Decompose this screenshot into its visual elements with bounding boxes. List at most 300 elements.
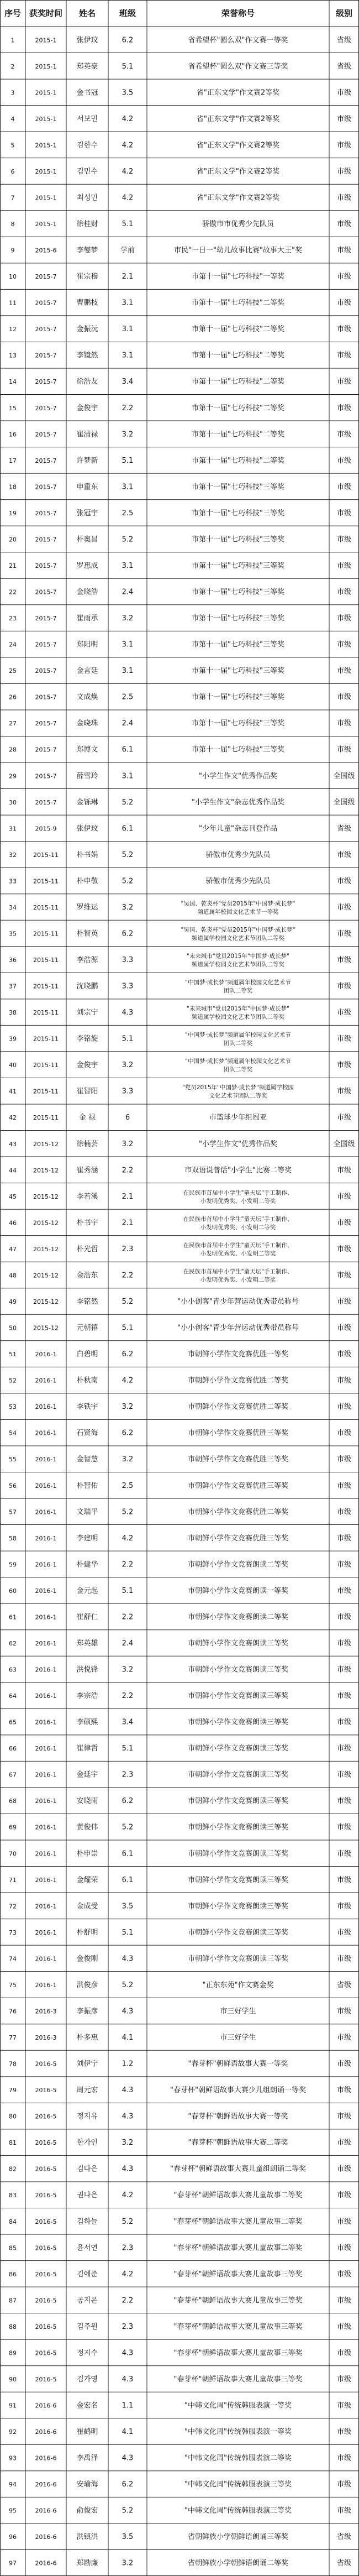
cell-honor: 市第十一届"七巧科技"二等奖	[192, 351, 284, 360]
cell-name: 崔秀涵	[76, 1166, 98, 1175]
cell-level: 市级	[336, 2191, 352, 2200]
cell-name: 崔宗穆	[76, 273, 98, 281]
cell-class: 3.1	[122, 667, 134, 676]
cell-name: 俞俊宏	[76, 2506, 98, 2515]
cell-date: 2016-5	[35, 2192, 57, 2199]
cell-level: 市级	[336, 2165, 352, 2173]
cell-date: 2016-1	[35, 1798, 57, 1805]
cell-honor: 省"正东文学"作文赛2等奖	[196, 88, 280, 97]
cell-index: 10	[9, 273, 17, 281]
cell-honor: "春芽杯"朝鲜语故事大赛儿童故事三等奖	[173, 2296, 303, 2305]
cell-date: 2015-11	[33, 1114, 59, 1122]
cell-level: 市级	[336, 2296, 352, 2305]
cell-level: 市级	[336, 1219, 352, 1227]
cell-honor: "小学生作文"优秀作品奖	[199, 772, 277, 781]
cell-name: 金振沅	[76, 325, 98, 334]
cell-class: 3.2	[122, 430, 134, 439]
cell-level: 市级	[336, 1744, 352, 1753]
cell-level: 市级	[336, 167, 352, 176]
cell-class: 3.2	[122, 1665, 134, 1674]
cell-class: 3.5	[122, 1902, 134, 1911]
cell-index: 52	[9, 1377, 17, 1384]
cell-index: 94	[9, 2481, 17, 2489]
cell-honor: "春芽杯"朝鲜语故事大赛少儿组朗诵一等奖	[170, 2086, 306, 2095]
cell-name: 李宗浩	[76, 1692, 98, 1701]
cell-index: 34	[9, 903, 17, 911]
cell-level: 市级	[336, 850, 352, 859]
cell-honor: "中韩文化周"传统韩服表演一等奖	[184, 2428, 292, 2437]
cell-name: 金晓珠	[76, 719, 98, 728]
cell-class: 3.2	[122, 1455, 134, 1464]
cell-date: 2016-1	[35, 1955, 57, 1963]
cell-date: 2015-7	[35, 588, 57, 596]
cell-class: 6.2	[122, 1429, 134, 1438]
cell-class: 2.2	[122, 404, 134, 412]
cell-level: 市级	[336, 2034, 352, 2042]
cell-index: 66	[9, 1745, 17, 1753]
cell-date: 2015-11	[33, 957, 59, 964]
cell-honor: 文化艺术节团队二等奖	[209, 1093, 267, 1100]
cell-name: 崔鹤明	[76, 2428, 98, 2437]
cell-class: 2.4	[122, 1639, 134, 1648]
cell-name: 曹鹏枝	[76, 299, 98, 307]
cell-date: 2015-1	[35, 194, 57, 202]
cell-date: 2015-7	[35, 798, 57, 806]
cell-level: 市级	[336, 877, 352, 886]
cell-class: 3.1	[122, 561, 134, 570]
cell-date: 2016-1	[35, 1745, 57, 1753]
cell-level: 市级	[336, 351, 352, 360]
cell-class: 3.3	[122, 956, 134, 965]
cell-level: 市级	[336, 2454, 352, 2463]
cell-date: 2016-1	[35, 1508, 57, 1516]
cell-date: 2015-12	[33, 1167, 59, 1174]
cell-date: 2015-7	[35, 746, 57, 754]
cell-date: 2016-5	[35, 2087, 57, 2094]
cell-date: 2015-11	[33, 1035, 59, 1043]
cell-level: 市级	[336, 588, 352, 597]
cell-name: 郑阳明	[76, 640, 98, 649]
cell-level: 市级	[336, 246, 352, 255]
cell-honor: 团队二等奖	[223, 1066, 253, 1073]
cell-index: 18	[9, 483, 17, 491]
cell-level: 省级	[336, 36, 352, 45]
cell-index: 50	[9, 1324, 17, 1332]
cell-honor: 频道属学校园文化艺术节团队二等奖	[192, 961, 284, 968]
cell-index: 88	[9, 2323, 17, 2331]
cell-index: 80	[9, 2113, 17, 2120]
cell-index: 25	[9, 667, 17, 675]
cell-honor: 省朝鲜族小学朝鲜语朗诵三等奖	[187, 2533, 289, 2542]
cell-name: 许梦新	[76, 456, 98, 465]
cell-class: 3.2	[122, 2559, 134, 2568]
cell-class: 5.2	[122, 2506, 134, 2515]
cell-name: 崔智阳	[76, 1087, 98, 1096]
cell-date: 2015-7	[35, 641, 57, 649]
cell-date: 2015-11	[33, 877, 59, 885]
cell-name: 김민수	[77, 167, 98, 176]
cell-index: 17	[9, 457, 17, 464]
cell-level: 市级	[336, 88, 352, 97]
cell-honor: 市第十一届"七巧科技"三等奖	[192, 719, 284, 728]
cell-index: 90	[9, 2375, 17, 2383]
cell-index: 77	[9, 2034, 17, 2042]
cell-name: 周元宏	[76, 2086, 98, 2095]
cell-name: 李镜然	[76, 351, 98, 360]
cell-class: 4.3	[122, 2165, 134, 2173]
cell-index: 30	[9, 798, 17, 806]
cell-class: 3.1	[122, 483, 134, 492]
cell-class: 2.2	[122, 1271, 134, 1280]
cell-level: 市级	[336, 2322, 352, 2331]
cell-class: 5.1	[122, 1324, 134, 1333]
cell-name: 李建明	[76, 1534, 98, 1543]
cell-name: 李铭旋	[76, 1034, 98, 1043]
cell-class: 4.3	[122, 2454, 134, 2463]
cell-honor: 小发明优秀奖、小发明二等奖	[200, 1224, 276, 1231]
cell-date: 2016-5	[35, 2060, 57, 2068]
cell-honor: "中国梦·成长梦"频道属年校园文化艺术节	[185, 979, 291, 986]
cell-class: 6.2	[122, 2480, 134, 2489]
cell-level: 市级	[336, 456, 352, 465]
cell-index: 12	[9, 326, 17, 333]
cell-honor: 市篮球少年组冠亚	[209, 1114, 267, 1122]
cell-level: 市级	[336, 719, 352, 728]
cell-index: 5	[10, 142, 15, 149]
cell-name: 洪俊彦	[76, 1981, 98, 1989]
cell-honor: "吴国、乾炎杯"党员2015年"中国梦·成长梦"	[181, 900, 295, 907]
cell-index: 35	[9, 930, 17, 938]
cell-index: 56	[9, 1482, 17, 1490]
cell-name: 沈晓鹏	[76, 982, 98, 991]
cell-index: 51	[9, 1351, 17, 1358]
cell-honor: 市第十一届"七巧科技"二等奖	[192, 430, 284, 439]
cell-date: 2015-7	[35, 352, 57, 359]
header-name: 姓名	[78, 8, 96, 18]
cell-class: 3.2	[122, 1140, 134, 1148]
cell-index: 60	[9, 1587, 17, 1595]
cell-honor: "春芽杯"朝鲜语故事大赛儿童故事二等奖	[173, 2244, 303, 2253]
cell-date: 2016-6	[35, 2402, 57, 2410]
cell-class: 4.3	[122, 2349, 134, 2358]
cell-honor: 市朝鲜小学作文竞赛朗读二等奖	[187, 1613, 289, 1622]
cell-date: 2016-3	[35, 2034, 57, 2042]
cell-level: 市级	[336, 2217, 352, 2226]
cell-date: 2015-7	[35, 562, 57, 569]
cell-date: 2016-6	[35, 2533, 57, 2541]
cell-date: 2015-7	[35, 378, 57, 386]
cell-name: 安瑜海	[76, 2480, 98, 2489]
cell-level: 省级	[336, 2559, 352, 2568]
cell-honor: 市第十一届"七巧科技"三等奖	[192, 745, 284, 754]
cell-name: 申重东	[76, 483, 98, 492]
cell-name: 朴秋南	[76, 1376, 98, 1385]
cell-index: 22	[9, 588, 17, 596]
cell-class: 4.3	[122, 2086, 134, 2095]
cell-class: 6.2	[122, 36, 134, 45]
cell-date: 2015-1	[35, 142, 57, 149]
cell-index: 32	[9, 851, 17, 859]
cell-level: 市级	[336, 2506, 352, 2515]
header-level: 级别	[335, 8, 353, 18]
cell-level: 市级	[336, 903, 352, 912]
cell-level: 市级	[336, 1245, 352, 1253]
cell-level: 市级	[336, 1955, 352, 1963]
cell-date: 2015-7	[35, 509, 57, 517]
cell-date: 2015-7	[35, 720, 57, 728]
cell-level: 市级	[336, 1034, 352, 1043]
cell-class: 2.1	[122, 1192, 134, 1201]
cell-level: 市级	[336, 745, 352, 754]
cell-date: 2015-1	[35, 221, 57, 228]
cell-honor: 在民族市首届中小学生"童天坛"手工制作、	[183, 1242, 293, 1249]
cell-index: 21	[9, 562, 17, 569]
cell-index: 23	[9, 615, 17, 623]
cell-date: 2015-7	[35, 536, 57, 544]
cell-index: 97	[9, 2559, 17, 2567]
cell-date: 2016-1	[35, 1981, 57, 1989]
cell-honor: 市朝鲜小学作文竞赛优胜三等奖	[187, 1481, 289, 1490]
cell-name: 朴申崇	[76, 1849, 98, 1858]
cell-index: 4	[10, 115, 15, 123]
cell-level: 市级	[336, 378, 352, 386]
cell-honor: 市第十一届"七巧科技"三等奖	[192, 483, 284, 492]
cell-honor: 市第十一届"七巧科技"二等奖	[192, 325, 284, 334]
cell-date: 2016-1	[35, 1850, 57, 1858]
cell-name: 朴申敬	[76, 877, 98, 886]
cell-class: 2.3	[122, 1770, 134, 1779]
cell-name: 권나은	[77, 2191, 98, 2200]
cell-date: 2016-6	[35, 2559, 57, 2567]
cell-name: 张冠宇	[76, 509, 98, 518]
cell-date: 2015-11	[33, 1088, 59, 1095]
cell-class: 3.2	[122, 614, 134, 623]
cell-date: 2015-7	[35, 667, 57, 675]
cell-date: 2016-1	[35, 1613, 57, 1621]
cell-honor: "春芽杯"朝鲜语故事大赛儿童故事三等奖	[173, 2322, 303, 2331]
cell-name: 朴书宇	[76, 1219, 98, 1227]
cell-honor: 骄傲市优秀少先队员	[205, 850, 271, 859]
cell-index: 58	[9, 1534, 17, 1542]
cell-honor: 市双语说普话"小学生"比赛二等奖	[184, 1166, 292, 1175]
cell-date: 2016-1	[35, 1692, 57, 1700]
cell-honor: 市朝鲜小学作文竞赛朗读三等奖	[187, 1718, 289, 1727]
cell-index: 95	[9, 2507, 17, 2515]
cell-index: 37	[9, 983, 17, 990]
cell-class: 3.5	[122, 2533, 134, 2542]
cell-class: 3.1	[122, 351, 134, 360]
cell-index: 39	[9, 1035, 17, 1043]
cell-class: 2.2	[122, 1692, 134, 1701]
cell-name: 金智慧	[76, 1455, 98, 1464]
cell-name: 张伊玟	[76, 824, 98, 833]
cell-honor: 团队二等奖	[223, 987, 253, 995]
cell-class: 2.1	[122, 273, 134, 281]
cell-honor: 市朝鲜小学作文竞赛优胜二等奖	[187, 1376, 289, 1385]
cell-date: 2015-7	[35, 404, 57, 412]
cell-honor: 省"正东文学"作文赛2等奖	[196, 114, 280, 123]
cell-index: 29	[9, 772, 17, 780]
cell-class: 5.2	[122, 877, 134, 886]
cell-index: 3	[10, 89, 15, 97]
cell-level: 市级	[336, 561, 352, 570]
cell-class: 3.4	[122, 378, 134, 386]
cell-name: 安晓雨	[76, 1797, 98, 1806]
cell-name: 金俊刚	[76, 1955, 98, 1963]
cell-date: 2015-1	[35, 62, 57, 70]
cell-class: 2.4	[122, 588, 134, 597]
cell-index: 53	[9, 1403, 17, 1411]
cell-honor: 市朝鲜小学作文竞赛朗读三等奖	[187, 1639, 289, 1648]
cell-honor: 市第十一届"七巧科技"三等奖	[192, 667, 284, 676]
cell-honor: 市三好学生	[220, 2034, 256, 2042]
cell-class: 学前	[120, 246, 135, 255]
cell-name: 李振彦	[76, 2007, 98, 2016]
cell-honor: "中韩文化周"传统韩服表演二等奖	[184, 2454, 292, 2463]
cell-class: 6	[125, 1114, 130, 1122]
cell-class: 5.1	[122, 1034, 134, 1043]
cell-class: 2.1	[122, 1219, 134, 1227]
cell-honor: 省"正东文学"作文赛2等奖	[196, 141, 280, 150]
cell-honor: "春芽杯"朝鲜语故事大赛儿童故事三等奖	[173, 2375, 303, 2384]
cell-class: 5.2	[122, 1823, 134, 1832]
cell-level: 市级	[336, 1166, 352, 1175]
cell-honor: 市朝鲜小学作文竞赛朗读三等奖	[187, 1955, 289, 1963]
cell-date: 2016-3	[35, 2008, 57, 2015]
cell-name: 罗惠成	[76, 561, 98, 570]
cell-name: 金浩东	[76, 1271, 98, 1280]
cell-name: 白碧明	[76, 1350, 98, 1359]
cell-honor: 市第十一届"七巧科技"三等奖	[192, 640, 284, 649]
cell-level: 市级	[336, 2375, 352, 2384]
cell-honor: 市朝鲜小学作文竞赛朗读三等奖	[187, 1744, 289, 1753]
cell-honor: 市朝鲜小学作文竞赛朗读三等奖	[187, 1902, 289, 1911]
cell-index: 49	[9, 1298, 17, 1305]
cell-date: 2016-1	[35, 1351, 57, 1358]
cell-name: 洪镇洪	[76, 2533, 98, 2542]
cell-level: 市级	[336, 1429, 352, 1438]
cell-date: 2015-12	[33, 1272, 59, 1279]
cell-honor: "小学生作文"优秀作品奖	[199, 1140, 277, 1148]
cell-level: 市级	[336, 2270, 352, 2279]
cell-name: 金晓浩	[76, 588, 98, 597]
cell-index: 89	[9, 2349, 17, 2357]
cell-index: 75	[9, 1981, 17, 1989]
cell-index: 79	[9, 2087, 17, 2094]
cell-honor: "小小创客"青少年营运动优秀带员称号	[177, 1324, 299, 1333]
cell-date: 2016-5	[35, 2375, 57, 2383]
cell-name: 金成受	[76, 1902, 98, 1911]
cell-honor: "中国梦·成长梦"频道属年校园文化艺术节	[185, 1058, 291, 1065]
cell-class: 1.2	[122, 2060, 134, 2068]
cell-level: 市级	[336, 114, 352, 123]
cell-index: 96	[9, 2533, 17, 2541]
cell-date: 2015-11	[33, 930, 59, 938]
cell-date: 2016-5	[35, 2218, 57, 2225]
cell-index: 61	[9, 1613, 17, 1621]
cell-index: 46	[9, 1219, 17, 1227]
cell-honor: "吴国、乾炎杯"党员2015年"中国梦·成长梦"	[181, 926, 295, 933]
cell-level: 市级	[336, 2139, 352, 2147]
cell-name: 윤서연	[77, 2244, 98, 2253]
cell-honor: 市朝鲜小学作文竞赛朗读三等奖	[187, 1928, 289, 1937]
cell-class: 2.2	[122, 2296, 134, 2305]
cell-honor: 市朝鲜小学作文竞赛朗读三等奖	[187, 1849, 289, 1858]
cell-name: 崔律哲	[76, 1744, 98, 1753]
cell-class: 3.2	[122, 903, 134, 912]
cell-level: 市级	[336, 956, 352, 965]
cell-name: 金俊宇	[76, 1061, 98, 1070]
cell-level: 省级	[336, 62, 352, 71]
cell-honor: "春芽杯"朝鲜语故事大赛一等奖	[188, 2060, 288, 2068]
cell-class: 6.1	[122, 1849, 134, 1858]
cell-name: 朴书娟	[76, 850, 98, 859]
cell-name: 金俊宇	[76, 404, 98, 412]
cell-date: 2015-7	[35, 693, 57, 701]
cell-level: 市级	[336, 2349, 352, 2358]
cell-honor: 市第十一届"七巧科技"一等奖	[192, 273, 284, 281]
cell-name: 김다은	[77, 2165, 98, 2173]
cell-level: 市级	[336, 194, 352, 202]
cell-level: 市级	[336, 1455, 352, 1464]
cell-class: 2.2	[122, 1613, 134, 1622]
cell-honor: 市朝鲜小学作文竞赛优胜三等奖	[187, 1455, 289, 1464]
cell-level: 省级	[336, 2533, 352, 2542]
cell-index: 31	[9, 825, 17, 833]
cell-index: 6	[10, 168, 15, 175]
cell-date: 2016-5	[35, 2244, 57, 2252]
cell-honor: "中韩文化周"传统韩服表演一等奖	[184, 2401, 292, 2410]
cell-honor: 市第十一届"七巧科技"三等奖	[192, 535, 284, 544]
cell-class: 4.3	[122, 2112, 134, 2121]
cell-date: 2015-11	[33, 903, 59, 911]
cell-name: 罗维运	[76, 903, 98, 912]
cell-honor: 骄傲市优秀少先队员	[205, 877, 271, 886]
cell-name: 徐桂财	[76, 220, 98, 229]
cell-date: 2016-1	[35, 1823, 57, 1831]
cell-honor: 市第十一届"七巧科技"二等奖	[192, 404, 284, 412]
cell-index: 65	[9, 1718, 17, 1726]
cell-name: 金元起	[76, 1586, 98, 1595]
cell-name: 정지유	[77, 2112, 98, 2121]
cell-level: 市级	[336, 1849, 352, 1858]
cell-index: 44	[9, 1167, 17, 1174]
cell-date: 2016-1	[35, 1929, 57, 1936]
cell-level: 市级	[336, 1350, 352, 1359]
cell-level: 市级	[336, 430, 352, 439]
cell-level: 市级	[336, 2007, 352, 2016]
cell-date: 2015-1	[35, 89, 57, 97]
cell-honor: 频道属学校园文化艺术节团队二等奖	[192, 934, 284, 942]
cell-name: 金书冠	[76, 88, 98, 97]
cell-name: 공지은	[77, 2296, 98, 2305]
cell-class: 4.2	[122, 114, 134, 123]
cell-level: 市级	[336, 1114, 352, 1122]
cell-honor: 省朝鲜族小学朝鲜语朗诵二等奖	[187, 2559, 289, 2568]
cell-level: 市级	[336, 1087, 352, 1096]
cell-name: 朴智英	[76, 929, 98, 938]
cell-date: 2015-12	[33, 1140, 59, 1148]
header-class: 班级	[119, 8, 136, 18]
cell-name: 정지수	[77, 2349, 98, 2358]
cell-honor: 市朝鲜小学作文竞赛朗读三等奖	[187, 1692, 289, 1701]
cell-name: 金言廷	[76, 667, 98, 676]
cell-name: 朴智佑	[76, 1481, 98, 1490]
cell-index: 16	[9, 431, 17, 438]
cell-date: 2015-7	[35, 326, 57, 333]
cell-level: 市级	[336, 1508, 352, 1517]
cell-level: 市级	[336, 1639, 352, 1648]
